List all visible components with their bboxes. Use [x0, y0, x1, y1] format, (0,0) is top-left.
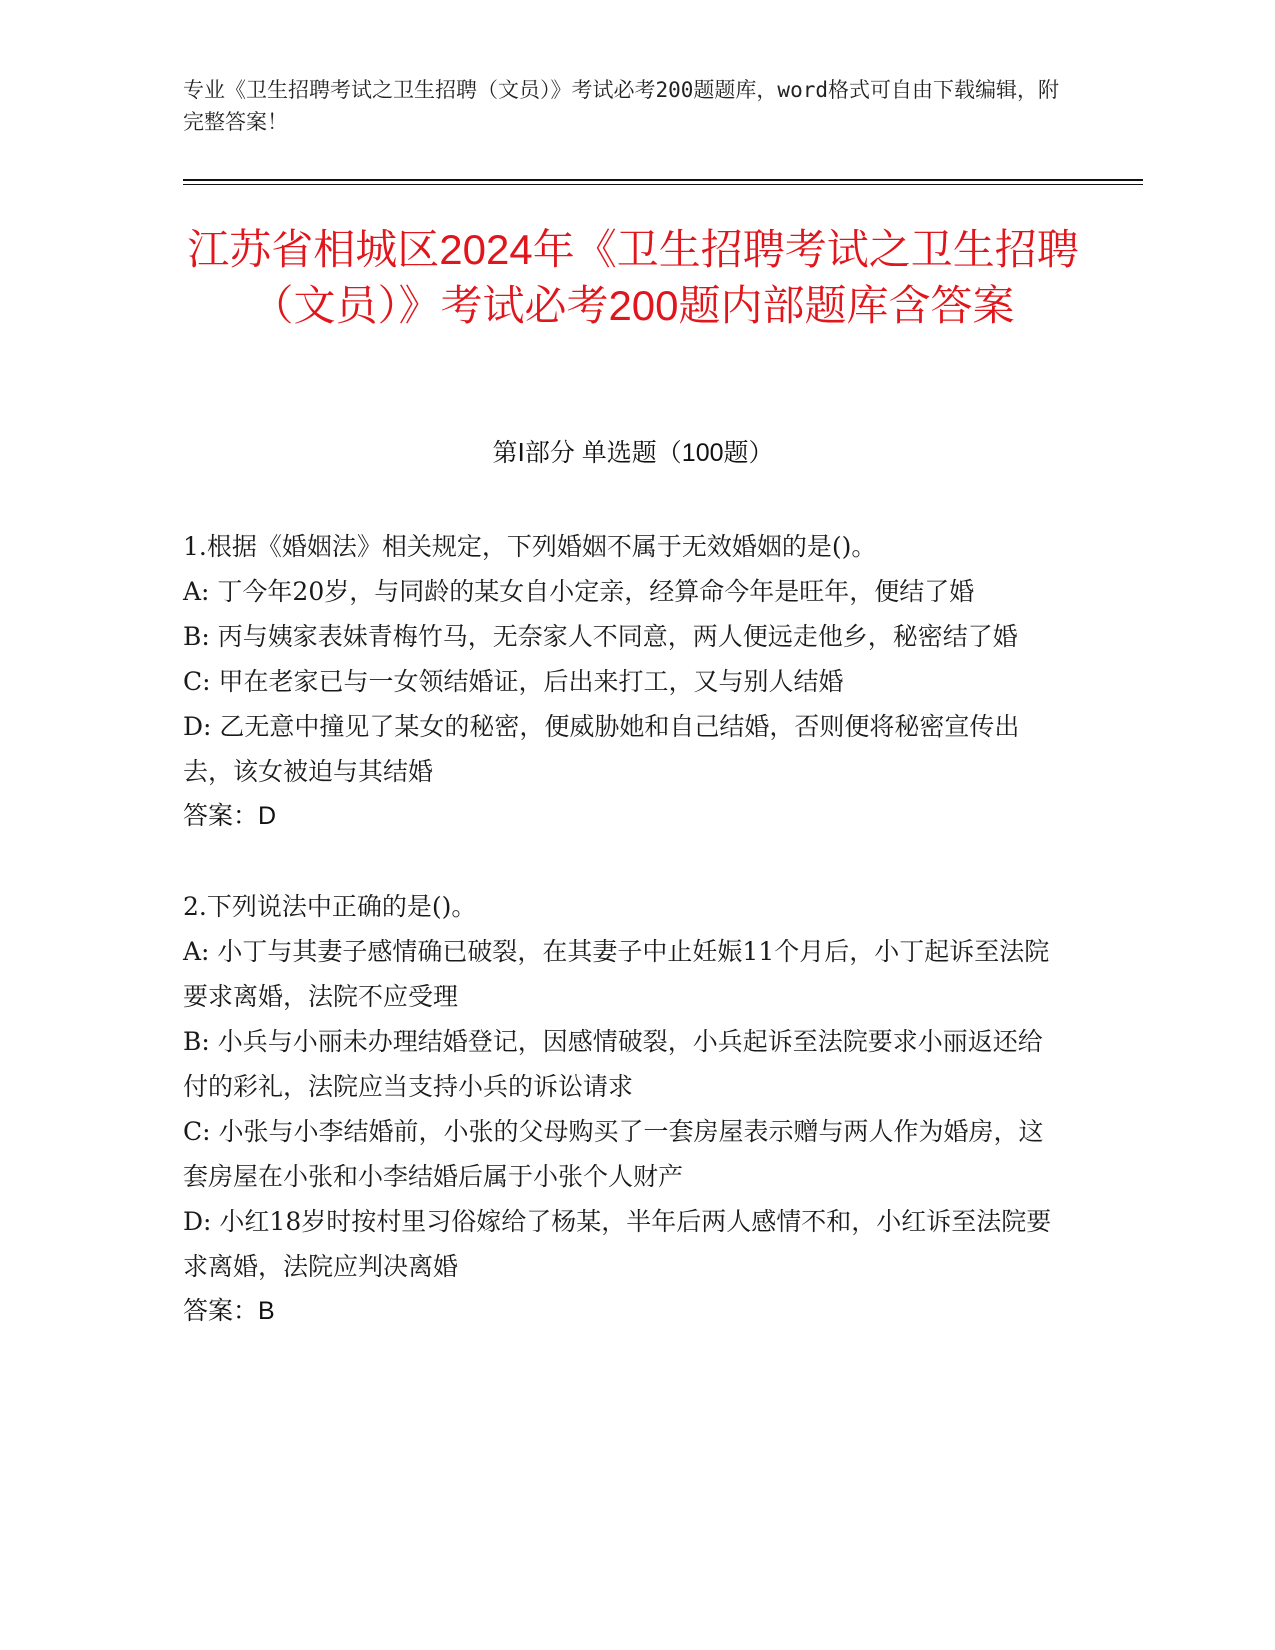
- question-1: [183, 524, 1063, 839]
- header-rule-thick: [183, 179, 1143, 181]
- option-d: D: 乙无意中撞见了某女的秘密，便威胁她和自己结婚，否则便将秘密宣传出去，该女被迫与其结婚: [183, 712, 1020, 786]
- question-stem: 1.根据《婚姻法》相关规定，下列婚姻不属于无效婚姻的是()。: [183, 532, 877, 561]
- answer-line: 答案：B: [183, 1297, 275, 1325]
- question-stem: 2.下列说法中正确的是()。: [183, 892, 477, 921]
- question-2: [183, 884, 1063, 1334]
- section-heading: 第Ⅰ部分 单选题（100题）: [492, 439, 774, 467]
- header-rule-thin: [183, 184, 1143, 185]
- option-b: B: 丙与姨家表妹青梅竹马，无奈家人不同意，两人便远走他乡，秘密结了婚: [183, 622, 1018, 651]
- option-c: C: 小张与小李结婚前，小张的父母购买了一套房屋表示赠与两人作为婚房，这套房屋在小张和小李结婚后属于小张个人财产: [183, 1117, 1044, 1191]
- option-d: D: 小红18岁时按村里习俗嫁给了杨某，半年后两人感情不和，小红诉至法院要求离婚，法院应判决离婚: [183, 1207, 1052, 1281]
- document-title: 江苏省相城区2024年《卫生招聘考试之卫生招聘（文员）》考试必考200题内部题库含答案: [187, 226, 1079, 329]
- question-list: [183, 524, 1063, 1379]
- answer-line: 答案：D: [183, 802, 277, 830]
- option-b: B: 小兵与小丽未办理结婚登记，因感情破裂，小兵起诉至法院要求小丽返还给付的彩礼，法院应当支持小兵的诉讼请求: [183, 1027, 1043, 1101]
- option-a: A: 小丁与其妻子感情确已破裂，在其妻子中止妊娠11个月后，小丁起诉至法院要求离婚，法院不应受理: [183, 937, 1050, 1011]
- option-a: A: 丁今年20岁，与同龄的某女自小定亲，经算命今年是旺年，便结了婚: [183, 577, 975, 606]
- header-note: 专业《卫生招聘考试之卫生招聘（文员）》考试必考200题题库，word格式可自由下载编辑，附完整答案！: [183, 78, 1059, 134]
- option-c: C: 甲在老家已与一女领结婚证，后出来打工，又与别人结婚: [183, 667, 844, 696]
